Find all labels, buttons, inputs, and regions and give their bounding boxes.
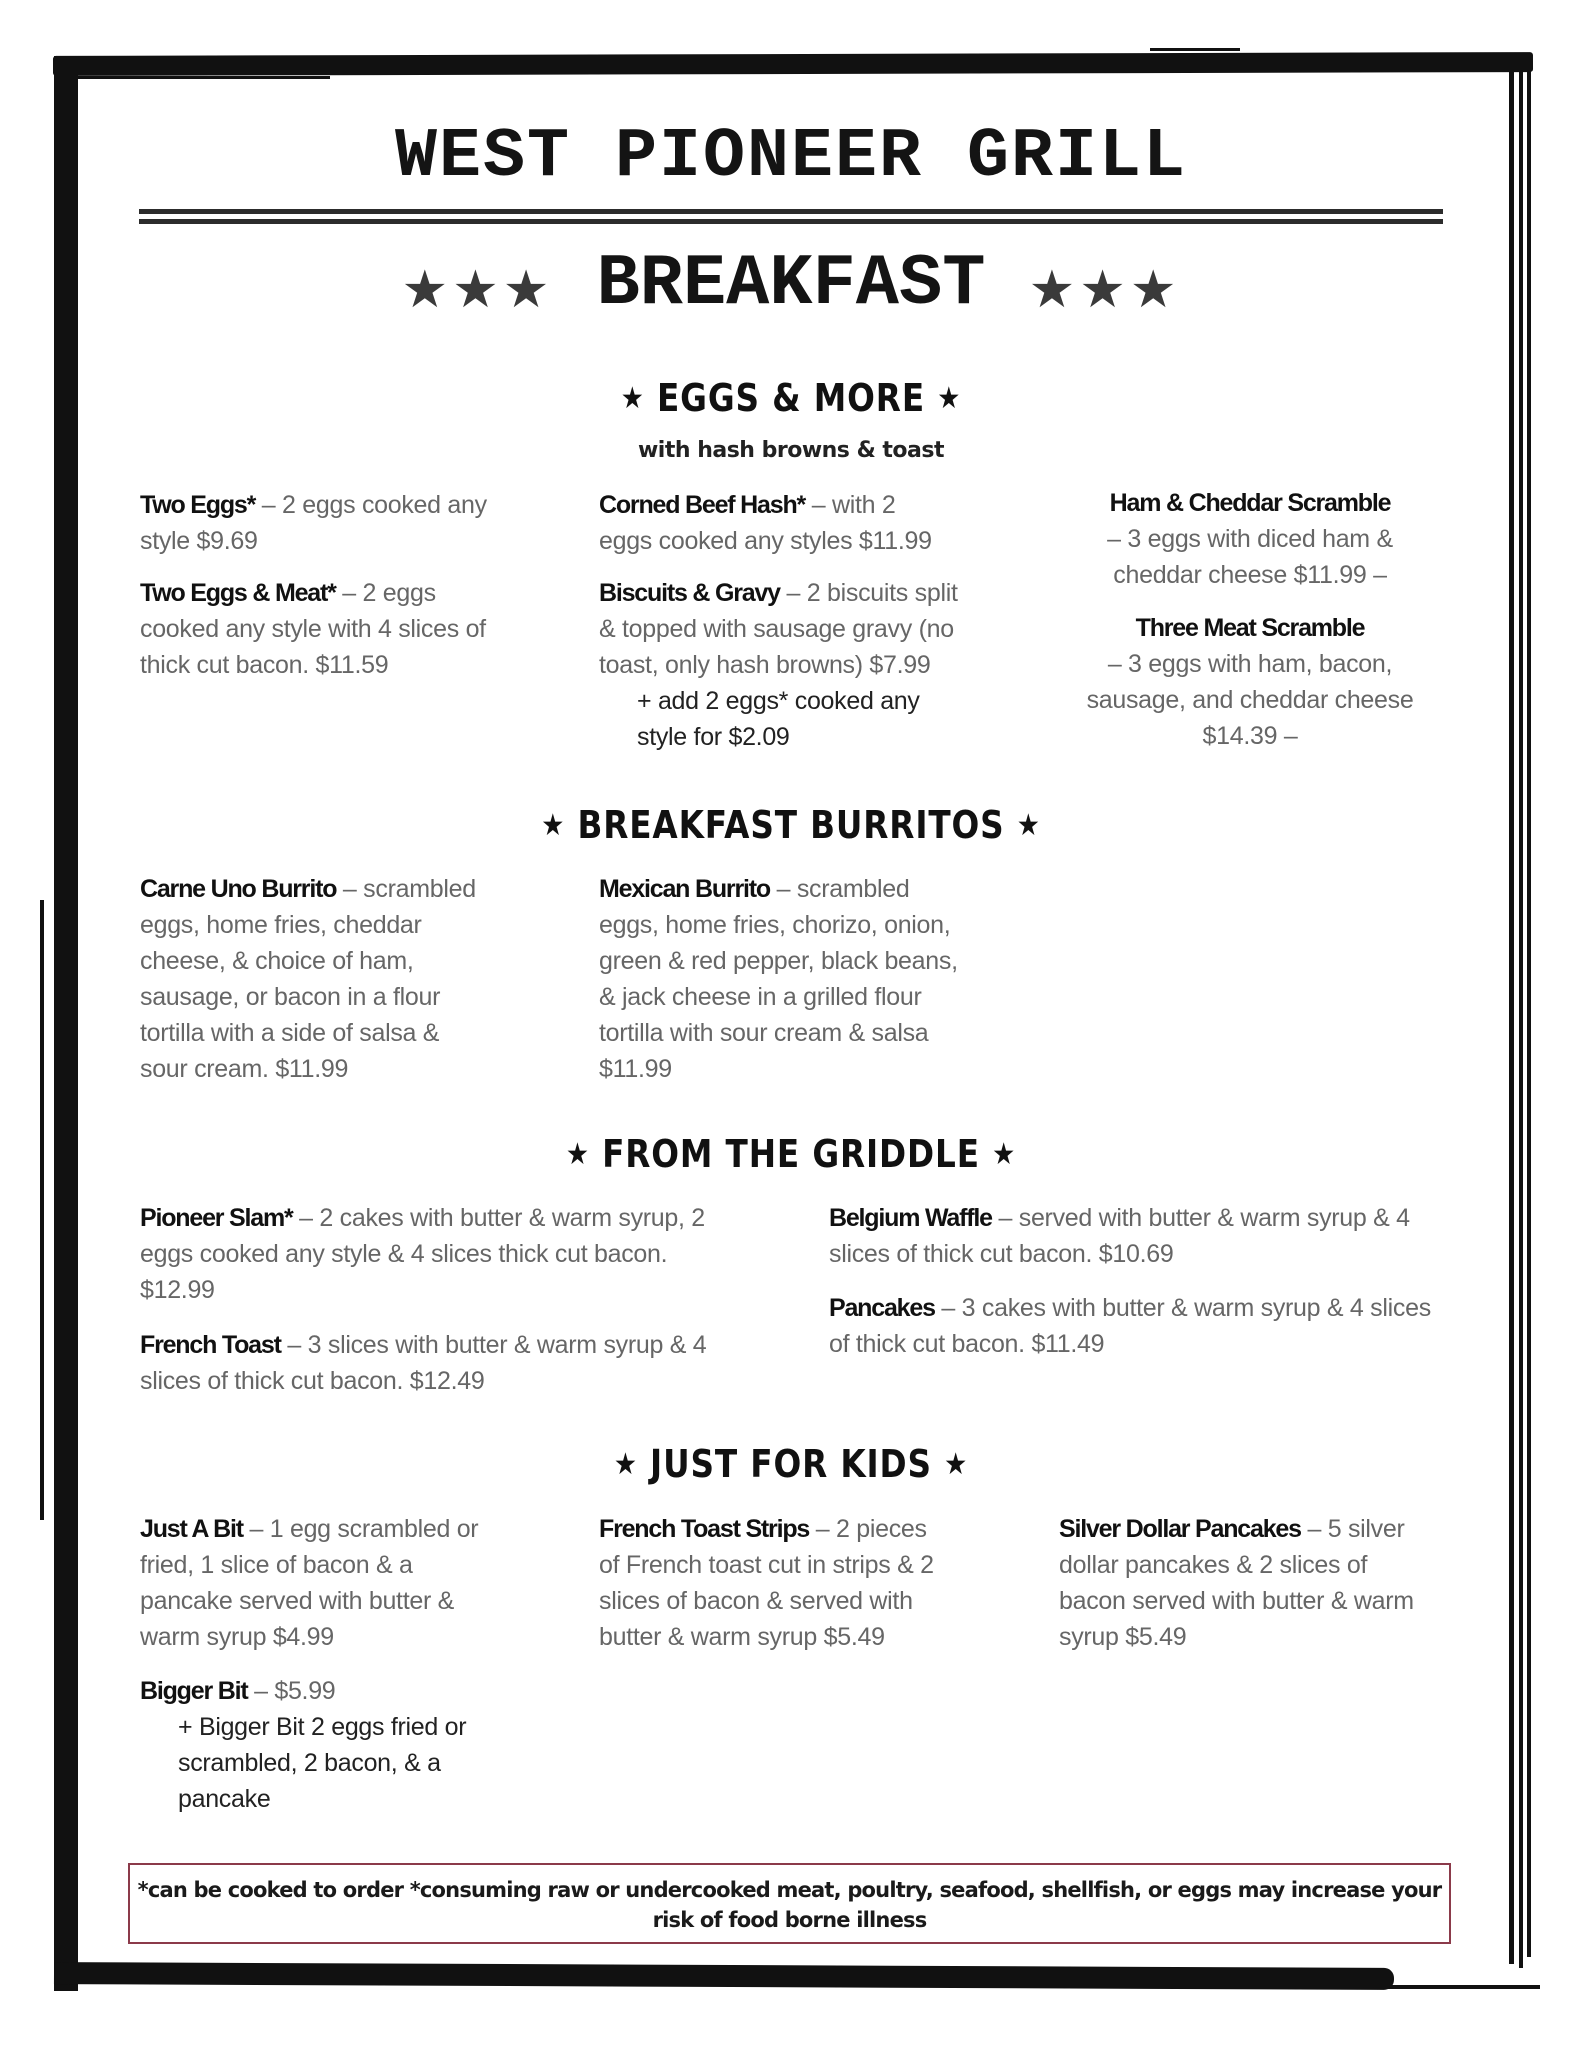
section-subheading-eggs: with hash browns & toast xyxy=(637,438,944,463)
menu-item xyxy=(599,871,969,1087)
item-description: – $5.99 xyxy=(247,1677,336,1705)
menu-item xyxy=(1080,485,1420,593)
star-icon: ★ xyxy=(1016,808,1041,843)
item-description: – 3 slices with butter & warm syrup & 4 slices of thick cut bacon. $12.49 xyxy=(140,1331,707,1395)
menu-item xyxy=(599,487,939,559)
menu-title xyxy=(0,244,1582,330)
item-addon: + add 2 eggs* cooked any style for $2.09 xyxy=(637,687,920,751)
item-description: – scrambled eggs, home fries, chorizo, onion, green & red pepper, black beans, & jack cheese in a grilled flour tortilla with sour cream & salsa $11.99 xyxy=(599,875,958,1083)
star-icon: ★ xyxy=(937,381,962,416)
item-description: – 3 eggs with ham, bacon, sausage, and cheddar cheese $14.39 – xyxy=(1086,650,1414,750)
star-icon: ★ xyxy=(944,1447,969,1482)
item-name: Biscuits & Gravy xyxy=(599,579,780,607)
menu-item xyxy=(140,1511,480,1655)
item-description: – 1 egg scrambled or fried, 1 slice of bacon & a pancake served with butter & warm syrup $4.99 xyxy=(140,1515,479,1651)
star-icon: ★ xyxy=(620,381,645,416)
item-addon: + Bigger Bit 2 eggs fried or scrambled, 2 bacon, & a pancake xyxy=(178,1713,467,1813)
menu-item xyxy=(140,1200,740,1308)
header-rule-top xyxy=(139,209,1443,214)
item-description: – 3 cakes with butter & warm syrup & 4 slices of thick cut bacon. $11.49 xyxy=(829,1294,1431,1358)
item-description: – 2 eggs cooked any style with 4 slices of thick cut bacon. $11.59 xyxy=(140,579,486,679)
item-description: – 3 eggs with diced ham & cheddar cheese $11.99 – xyxy=(1107,525,1393,589)
item-description: – with 2 eggs cooked any styles $11.99 xyxy=(599,491,932,555)
item-name: French Toast xyxy=(140,1331,281,1359)
item-name: Corned Beef Hash* xyxy=(599,491,806,519)
frame-left-streak xyxy=(40,900,44,1520)
section-heading-kids: ★ JUST FOR KIDS ★ xyxy=(613,1442,969,1486)
frame-left xyxy=(54,56,78,1991)
item-name: French Toast Strips xyxy=(599,1515,810,1543)
frame-right xyxy=(1509,64,1514,1964)
section-heading-burritos: ★ BREAKFAST BURRITOS ★ xyxy=(541,803,1041,847)
restaurant-name: WEST PIONEER GRILL xyxy=(394,118,1188,197)
frame-top-streak xyxy=(70,76,330,79)
item-name: Belgium Waffle xyxy=(829,1204,992,1232)
menu-item xyxy=(829,1200,1439,1272)
frame-bottom-streak xyxy=(1300,1985,1540,1989)
frame-right xyxy=(1527,62,1531,1957)
menu-item xyxy=(140,871,490,1087)
frame-right xyxy=(1519,58,1523,1968)
menu-item xyxy=(140,1327,740,1399)
frame-top xyxy=(53,52,1533,76)
item-name: Two Eggs & Meat* xyxy=(140,579,336,607)
item-description: – scrambled eggs, home fries, cheddar cheese, & choice of ham, sausage, or bacon in a flour tortilla with a side of salsa & sour cream. $11.99 xyxy=(140,875,476,1083)
star-icon: ★ xyxy=(541,808,566,843)
menu-item xyxy=(140,1673,480,1817)
item-description: – 2 pieces of French toast cut in strips & 2 slices of bacon & served with butter & warm syrup $5.49 xyxy=(599,1515,934,1651)
menu-item xyxy=(1059,1511,1429,1655)
item-name: Pioneer Slam* xyxy=(140,1204,293,1232)
menu-item xyxy=(140,575,520,683)
item-name: Just A Bit xyxy=(140,1515,243,1543)
star-icon: ★ xyxy=(565,1137,590,1172)
menu-item xyxy=(599,575,979,755)
item-description: – 2 biscuits split & topped with sausage gravy (no toast, only hash browns) $7.99 xyxy=(599,579,958,679)
item-name: Ham & Cheddar Scramble xyxy=(1109,489,1391,517)
menu-title-text: BREAKFAST xyxy=(596,243,986,325)
menu-item xyxy=(140,487,510,559)
item-name: Mexican Burrito xyxy=(599,875,770,903)
menu-item xyxy=(1080,610,1420,754)
item-name: Pancakes xyxy=(829,1294,935,1322)
item-description: – 5 silver dollar pancakes & 2 slices of bacon served with butter & warm syrup $5.49 xyxy=(1059,1515,1414,1651)
frame-top-streak xyxy=(1150,48,1240,51)
item-name: Silver Dollar Pancakes xyxy=(1059,1515,1301,1543)
section-heading-griddle: ★ FROM THE GRIDDLE ★ xyxy=(565,1132,1017,1176)
item-name: Three Meat Scramble xyxy=(1135,614,1365,642)
item-name: Two Eggs* xyxy=(140,491,256,519)
star-icon: ★ xyxy=(613,1447,638,1482)
item-description: – 2 cakes with butter & warm syrup, 2 eggs cooked any style & 4 slices thick cut bacon. $12.99 xyxy=(140,1204,705,1304)
star-icons-left: ★★★ xyxy=(401,260,554,320)
food-safety-notice: *can be cooked to order *consuming raw or undercooked meat, poultry, seafood, shellfish, or eggs may increase your risk of food borne illness xyxy=(128,1863,1451,1944)
star-icon: ★ xyxy=(992,1137,1017,1172)
star-icons-right: ★★★ xyxy=(1028,260,1181,320)
menu-item xyxy=(599,1511,949,1655)
item-description: – served with butter & warm syrup & 4 slices of thick cut bacon. $10.69 xyxy=(829,1204,1410,1268)
item-description: – 2 eggs cooked any style $9.69 xyxy=(140,491,487,555)
item-name: Bigger Bit xyxy=(140,1677,248,1705)
item-name: Carne Uno Burrito xyxy=(140,875,337,903)
section-heading-eggs: ★ EGGS & MORE ★ xyxy=(620,376,962,420)
header-rule-bottom xyxy=(139,219,1443,224)
frame-bottom xyxy=(54,1962,1394,1990)
menu-item xyxy=(829,1290,1439,1362)
